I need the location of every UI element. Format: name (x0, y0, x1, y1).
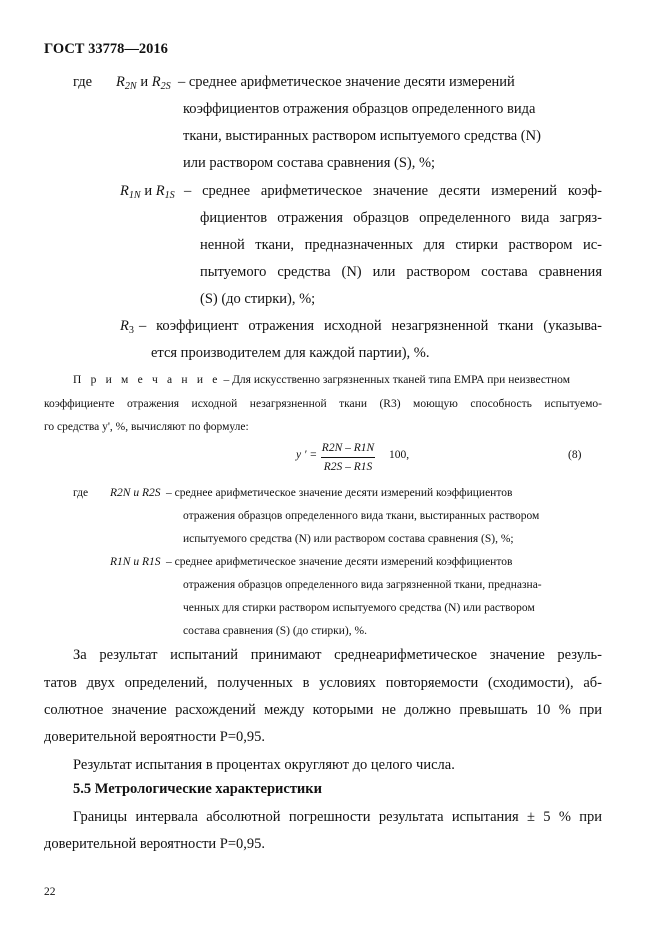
where-label: где (73, 74, 93, 90)
definition-symbol-r3: $R_3$ (120, 318, 134, 336)
document-header: ГОСТ 33778—2016 (44, 41, 168, 57)
fraction-line (321, 457, 375, 458)
formula-denominator: R2S – R1S (323, 461, 373, 473)
page-number: 22 (44, 886, 56, 898)
definition-text-line: ткани, выстиранных раствором испытуемого средства (N) (183, 128, 541, 144)
section-heading: 5.5 Метрологические характеристики (73, 781, 322, 797)
definition-text-line: испытуемого средства (N) или раствором состава сравнения (S), %; (183, 533, 514, 545)
note-text-line: коэффициенте отражения исходной незагрязненной ткани (R3) моющую способность испытуемо- (44, 398, 602, 410)
body-text-line: доверительной вероятности P=0,95. (44, 729, 266, 745)
definition-text-line: – коэффициент отражения исходной незагрязненной ткани (указыва- (139, 318, 602, 334)
note-paragraph: П р и м е ч а н и е – Для искусственно загрязненных тканей типа ЕМРА при неизвестном (73, 374, 570, 386)
definition-text-line: или раствором состава сравнения (S), %; (183, 155, 436, 171)
note-label: П р и м е ч а н и е (73, 374, 221, 386)
definition-text-line: – среднее арифметическое значение десяти измерений коэф- (184, 183, 602, 199)
definition-text-line: отражения образцов определенного вида ткани, выстиранных раствором (183, 510, 540, 522)
formula-lhs: y ′ = (296, 449, 318, 461)
formula-factor: 100, (389, 449, 410, 461)
formula-number: (8) (568, 449, 582, 461)
note-text-line: го средства y', %, вычисляют по формуле: (44, 421, 249, 433)
definition-text-line: отражения образцов определенного вида загрязненной ткани, предназна- (183, 579, 542, 591)
definition-text-line: ченных для стирки раствором испытуемого средства (N) или раствором (183, 602, 535, 614)
formula-numerator: R2N – R1N (321, 442, 375, 454)
definition-text-line: ненной ткани, предназначенных для стирки раствором ис- (200, 237, 602, 253)
body-text-line: солютное значение расхождений между которыми не должно превышать 10 % при (44, 702, 602, 718)
definition-text-line: пытуемого средства (N) или раствором состава сравнения (200, 264, 602, 280)
body-text-line: татов двух определений, полученных в условиях повторяемости (сходимости), аб- (44, 675, 602, 691)
definition-symbol-r2: $R_{2N}$ и $R_{2S}$ (116, 74, 171, 92)
definition-symbol-r2: R2N и R2S (110, 487, 161, 499)
body-text-line: Границы интервала абсолютной погрешности результата испытания ± 5 % при (73, 809, 602, 825)
definition-text-line: – среднее арифметическое значение десяти измерений (178, 74, 515, 90)
definition-text-line: фициентов отражения образцов определенного вида загряз- (200, 210, 602, 226)
body-text-line: доверительной вероятности P=0,95. (44, 836, 266, 852)
definition-text-line: ется производителем для каждой партии), %. (151, 345, 430, 361)
definition-text-line: – среднее арифметическое значение десяти измерений коэффициентов (166, 556, 513, 568)
definition-symbol-r1: R1N и R1S (110, 556, 161, 568)
definition-text-line: (S) (до стирки), %; (200, 291, 316, 307)
where-label: где (73, 487, 89, 499)
definition-text-line: коэффициентов отражения образцов определенного вида (183, 101, 536, 117)
definition-text-line: состава сравнения (S) (до стирки), %. (183, 625, 367, 637)
body-text-line: Результат испытания в процентах округляют до целого числа. (73, 757, 455, 773)
body-text-line: За результат испытаний принимают среднеарифметическое значение резуль- (73, 647, 602, 663)
definition-text-line: – среднее арифметическое значение десяти измерений коэффициентов (166, 487, 513, 499)
definition-symbol-r1: $R_{1N}$ и $R_{1S}$ (120, 183, 175, 201)
